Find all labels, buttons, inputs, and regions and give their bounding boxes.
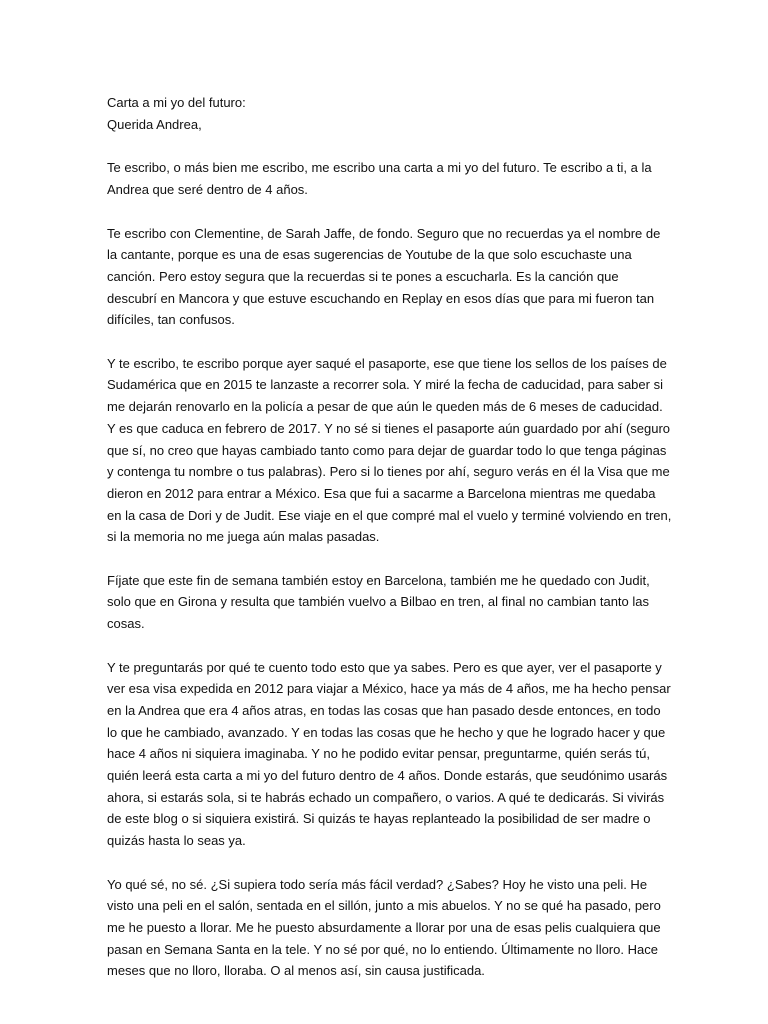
letter-page [107,92,672,1004]
letter-paragraph-5: Y te preguntarás por qué te cuento todo esto que ya sabes. Pero es que ayer, ver el pasaporte y ver esa visa expedida en 2012 para viajar a México, hace ya más de 4 años, me ha hecho pensar en la Andrea que era 4 años atras, en todas las cosas que han pasado desde entonces, en todo lo que he cambiado, avanzado. Y en todas las cosas que he hecho y que he logrado hacer y que hace 4 años ni siquiera imaginaba. Y no he podido evitar pensar, preguntarme, quién serás tú, quién leerá esta carta a mi yo del futuro dentro de 4 años. Donde estarás, que seudónimo usarás ahora, si estarás sola, si te habrás echado un compañero, o varios. A qué te dedicarás. Si vivirás de este blog o si siquiera existirá. Si quizás te hayas replanteado la posibilidad de ser madre o quizás hasta lo seas ya. [107,659,671,849]
letter-salutation: Querida Andrea, [107,116,202,132]
letter-heading [107,92,672,135]
letter-paragraph-2: Te escribo con Clementine, de Sarah Jaffe, de fondo. Seguro que no recuerdas ya el nombre de la cantante, porque es una de esas sugerencias de Youtube de la que solo escuchaste una canción. Pero estoy segura que la recuerdas si te pones a escucharla. Es la canción que descubrí en Mancora y que estuve escuchando en Replay en esos días que para mi fueron tan difíciles, tan confusos. [107,225,661,328]
letter-paragraph-3: Y te escribo, te escribo porque ayer saqué el pasaporte, ese que tiene los sellos de los países de Sudamérica que en 2015 te lanzaste a recorrer sola. Y miré la fecha de caducidad, para saber si me dejarán renovarlo en la policía a pesar de que aún le queden más de 6 meses de caducidad. Y es que caduca en febrero de 2017. Y no sé si tienes el pasaporte aún guardado por ahí (seguro que sí, no creo que hayas cambiado tanto como para dejar de guardar todo lo que tenga páginas y contenga tu nombre o tus palabras). Pero si lo tienes por ahí, seguro verás en él la Visa que me dieron en 2012 para entrar a México. Esa que fui a sacarme a Barcelona mientras me quedaba en la casa de Dori y de Judit. Ese viaje en el que compré mal el vuelo y terminé volviendo en tren, si la memoria no me juega aún malas pasadas. [107,355,672,545]
letter-paragraph-6: Yo qué sé, no sé. ¿Si supiera todo sería más fácil verdad? ¿Sabes? Hoy he visto una peli. He visto una peli en el salón, sentada en el sillón, junto a mis abuelos. Y no se qué ha pasado, pero me he puesto a llorar. Me he puesto absurdamente a llorar por una de esas pelis cualquiera que pasan en Semana Santa en la tele. Y no sé por qué, no lo entiendo. Últimamente no lloro. Hace meses que no lloro, lloraba. O al menos así, sin causa justificada. [107,876,661,979]
letter-paragraph-1: Te escribo, o más bien me escribo, me escribo una carta a mi yo del futuro. Te escribo a ti, a la Andrea que seré dentro de 4 años. [107,160,652,198]
letter-title: Carta a mi yo del futuro: [107,95,246,110]
letter-paragraph-4: Fíjate que este fin de semana también estoy en Barcelona, también me he quedado con Judit, solo que en Girona y resulta que también vuelvo a Bilbao en tren, al final no cambian tanto las cosas. [107,572,650,632]
